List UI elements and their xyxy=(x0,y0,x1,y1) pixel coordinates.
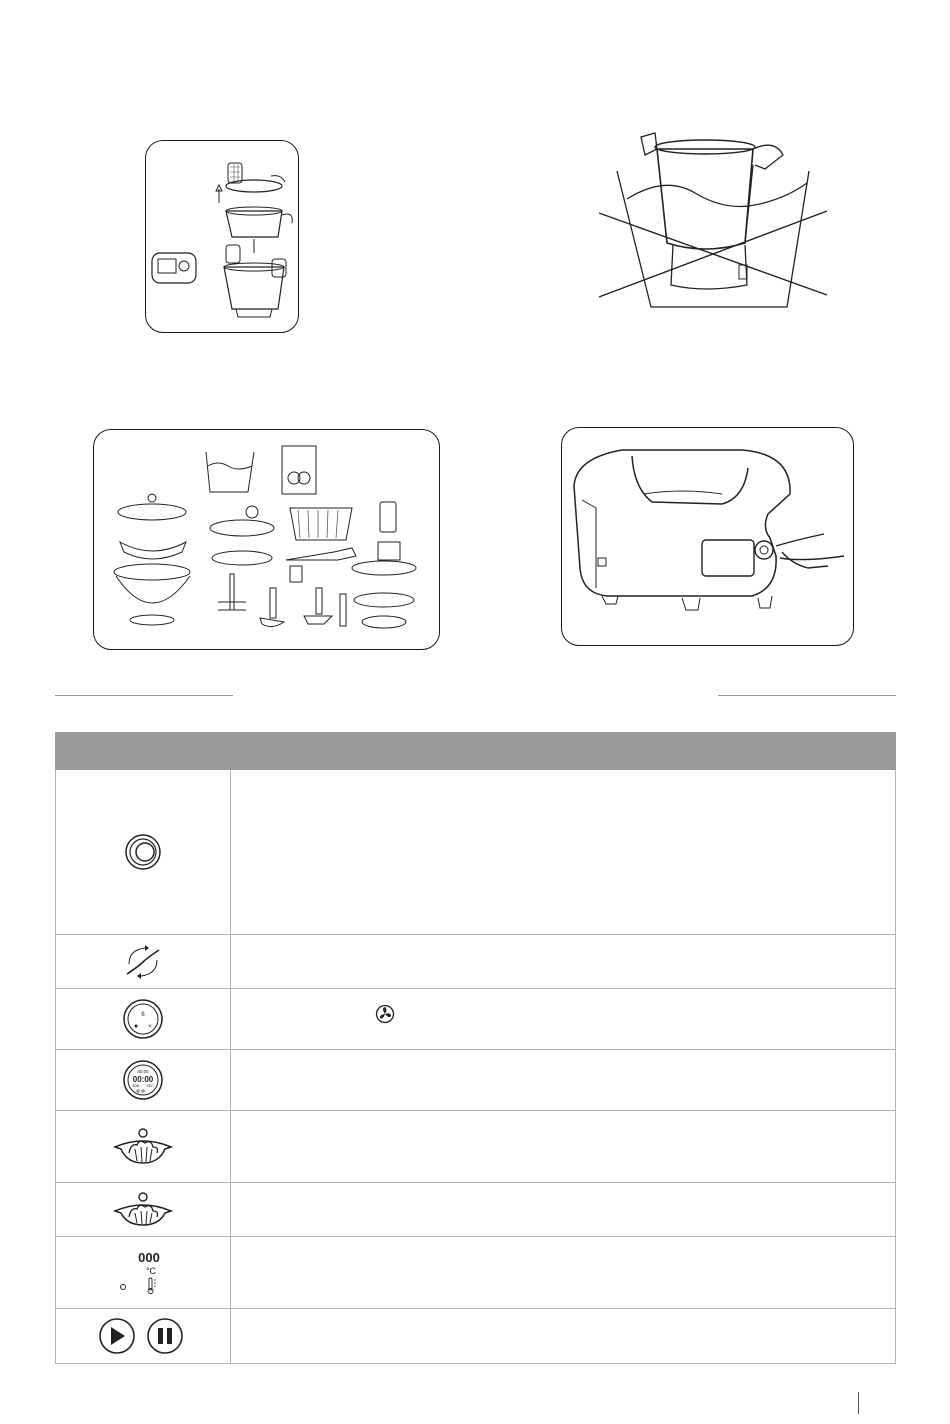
row-description xyxy=(231,1237,896,1309)
table-row xyxy=(56,989,896,1050)
row-description xyxy=(231,989,896,1050)
row-description xyxy=(231,1309,896,1364)
bowl-removal-illustration xyxy=(145,140,299,333)
row-description xyxy=(231,935,896,989)
speed-dial-icon xyxy=(121,997,165,1041)
page-number-divider xyxy=(858,1392,859,1414)
table-row xyxy=(56,770,896,935)
row-icon-cell xyxy=(56,935,231,989)
section-rule-right xyxy=(718,695,896,696)
row-icon-cell xyxy=(56,1309,231,1364)
steamer-large-icon xyxy=(111,1125,175,1169)
row-description xyxy=(231,1050,896,1111)
table-row xyxy=(56,935,896,989)
row-description xyxy=(231,1111,896,1183)
table-row xyxy=(56,1183,896,1237)
fan-icon xyxy=(375,1004,395,1024)
table-row xyxy=(56,1111,896,1183)
header-description-column xyxy=(231,733,896,770)
function-table xyxy=(55,732,896,1364)
svg-text:6: 6 xyxy=(141,1012,145,1018)
bowl-removal-drawing xyxy=(146,141,298,332)
timer-dial-time-text: 00:00 xyxy=(132,1075,154,1084)
control-knob-icon xyxy=(123,832,163,872)
temperature-icon xyxy=(113,1248,173,1298)
appliance-drawing xyxy=(562,428,853,645)
row-description xyxy=(231,770,896,935)
accessories-illustration xyxy=(93,429,440,650)
timer-dial-sec-text: SEC xyxy=(146,1084,154,1088)
table-row xyxy=(56,1237,896,1309)
steamer-small-icon xyxy=(111,1191,175,1229)
appliance-knob-illustration xyxy=(561,427,854,646)
row-icon-cell xyxy=(56,1050,231,1111)
timer-dial-min-text: MIN xyxy=(132,1084,140,1088)
row-description xyxy=(231,1183,896,1237)
header-icon-column xyxy=(56,733,231,770)
row-icon-cell xyxy=(56,1111,231,1183)
accessories-drawing xyxy=(94,430,439,649)
temperature-readout: 000 xyxy=(138,1249,160,1265)
table-row xyxy=(56,1309,896,1364)
row-icon-cell xyxy=(56,1183,231,1237)
section-rule-left xyxy=(55,695,233,696)
table-header xyxy=(56,733,896,770)
temperature-unit: °C xyxy=(145,1265,157,1276)
table-row xyxy=(56,1050,896,1111)
row-icon-cell xyxy=(56,770,231,935)
timer-dial-top-text: 00:00 xyxy=(137,1069,149,1074)
play-icon xyxy=(111,1327,125,1345)
reverse-rotation-icon xyxy=(121,942,165,982)
timer-dial-icon xyxy=(121,1058,165,1102)
play-pause-icon xyxy=(95,1316,191,1356)
row-icon-cell xyxy=(56,989,231,1050)
pause-icon xyxy=(158,1328,163,1344)
row-icon-cell xyxy=(56,1237,231,1309)
svg-text:×: × xyxy=(148,1024,152,1030)
bowl-crossed-drawing xyxy=(595,125,835,310)
incorrect-bowl-placement-illustration xyxy=(595,125,835,310)
